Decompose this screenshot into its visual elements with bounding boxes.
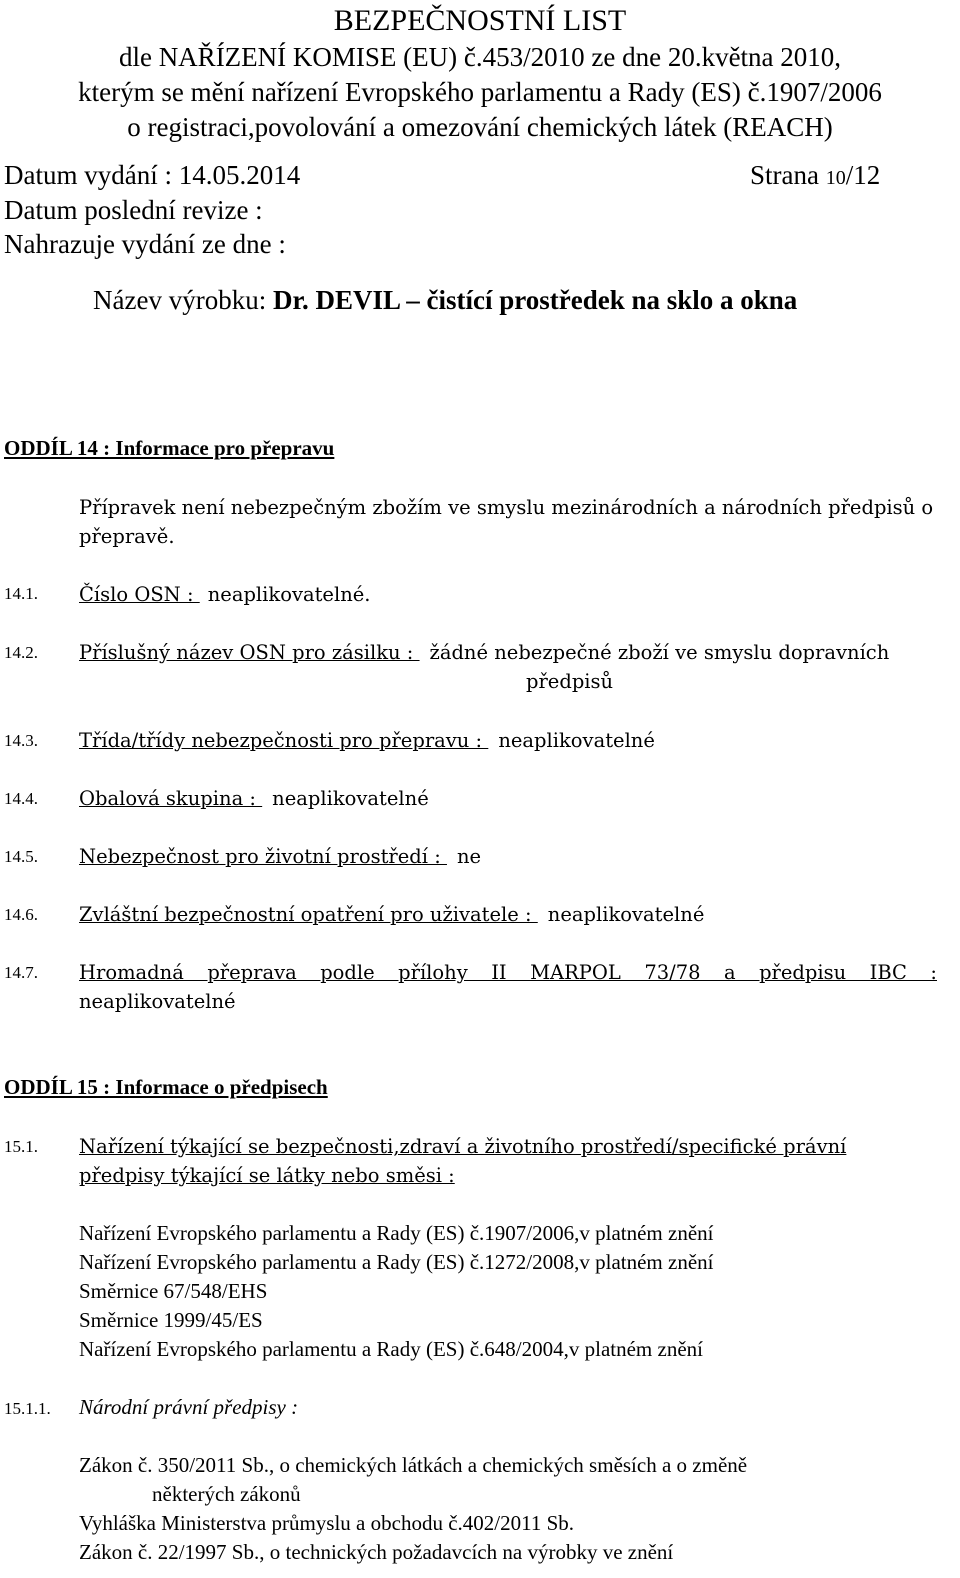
item-14-1 (79, 580, 371, 609)
item-14-7-value: neaplikovatelné (79, 990, 236, 1013)
product-name-line (93, 283, 797, 317)
item-label: Obalová skupina : (79, 787, 263, 810)
item-number: 14.2. (4, 643, 38, 662)
item-number: 14.1. (4, 584, 38, 603)
item-value: neaplikovatelné (272, 787, 429, 810)
section-14-intro-line-2: přepravě. (79, 525, 175, 548)
header-line-2: kterým se mění nařízení Evropského parlamentu a Rady (ES) č.1907/2006 (78, 77, 882, 107)
item-value: ne (456, 845, 482, 868)
item-14-2-value-continued: předpisů (526, 670, 614, 693)
item-label: Zvláštní bezpečnostní opatření pro uživatele : (79, 903, 538, 926)
issue-date: Datum vydání : 14.05.2014 (4, 160, 301, 190)
item-15-1-label-line-2: předpisy týkající se látky nebo směsi : (79, 1164, 455, 1187)
page-current: 10 (825, 167, 846, 189)
item-label: Nebezpečnost pro životní prostředí : (79, 845, 447, 868)
item-15-1-label-line-1: Nařízení týkající se bezpečnosti,zdraví a životního prostředí/specifické právní (79, 1135, 847, 1158)
regulation-item: Směrnice 1999/45/ES (79, 1308, 263, 1332)
item-number: 14.3. (4, 731, 38, 750)
section-14-title: ODDÍL 14 : Informace pro přepravu (4, 436, 335, 460)
last-revision: Datum poslední revize : (4, 195, 263, 225)
header-line-3: o registraci,povolování a omezování chemických látek (REACH) (127, 112, 833, 142)
item-label: Číslo OSN : (79, 583, 200, 606)
item-value: neaplikovatelné (547, 903, 705, 926)
item-14-4 (79, 784, 429, 813)
item-14-5 (79, 842, 481, 871)
section-14-intro-line-1: Přípravek není nebezpečným zbožím ve smyslu mezinárodních a národních předpisů o (79, 496, 934, 519)
product-label: Název výrobku: (93, 285, 273, 315)
item-label: Třída/třídy nebezpečnosti pro přepravu : (79, 729, 489, 752)
item-number: 14.7. (4, 963, 38, 982)
item-label: Příslušný název OSN pro zásilku : (79, 641, 420, 664)
regulation-item: Směrnice 67/548/EHS (79, 1279, 268, 1303)
section-15-title: ODDÍL 15 : Informace o předpisech (4, 1075, 328, 1099)
item-number: 14.6. (4, 905, 38, 924)
item-14-2 (79, 638, 889, 667)
product-name: Dr. DEVIL – čistící prostředek na sklo a okna (272, 285, 798, 315)
regulation-item: Nařízení Evropského parlamentu a Rady (ES) č.1272/2008,v platném znění (79, 1250, 714, 1274)
page-prefix: Strana (750, 160, 826, 190)
page-total: /12 (845, 160, 881, 190)
national-regulation-item: Zákon č. 350/2011 Sb., o chemických látkách a chemických směsích a o změně (79, 1453, 748, 1477)
item-label: Hromadná přeprava podle přílohy II MARPOL 73/78 a předpisu IBC : (79, 961, 937, 984)
item-number: 14.4. (4, 789, 38, 808)
item-value: neaplikovatelné. (207, 583, 371, 606)
item-number: 15.1.1. (4, 1399, 51, 1418)
regulation-item: Nařízení Evropského parlamentu a Rady (ES) č.648/2004,v platném znění (79, 1337, 703, 1361)
item-value: žádné nebezpečné zboží ve smyslu dopravních (429, 641, 890, 664)
regulation-item: Nařízení Evropského parlamentu a Rady (ES) č.1907/2006,v platném znění (79, 1221, 714, 1245)
national-regulation-item: Zákon č. 22/1997 Sb., o technických požadavcích na výrobky ve znění (79, 1540, 674, 1564)
item-14-3 (79, 726, 655, 755)
item-number: 14.5. (4, 847, 38, 866)
national-regulation-item: Vyhláška Ministerstva průmyslu a obchodu č.402/2011 Sb. (79, 1511, 575, 1535)
item-value: neaplikovatelné (498, 729, 655, 752)
document-title: BEZPEČNOSTNÍ LIST (333, 4, 627, 37)
national-regulation-item-continued: některých zákonů (152, 1482, 301, 1506)
item-14-7-label (79, 958, 937, 987)
item-14-6 (79, 900, 704, 929)
replaces-edition: Nahrazuje vydání ze dne : (4, 229, 286, 259)
item-number: 15.1. (4, 1137, 38, 1156)
page-number (750, 158, 880, 195)
header-line-1: dle NAŘÍZENÍ KOMISE (EU) č.453/2010 ze dne 20.května 2010, (118, 42, 842, 72)
national-regulations-label: Národní právní předpisy : (79, 1395, 299, 1419)
